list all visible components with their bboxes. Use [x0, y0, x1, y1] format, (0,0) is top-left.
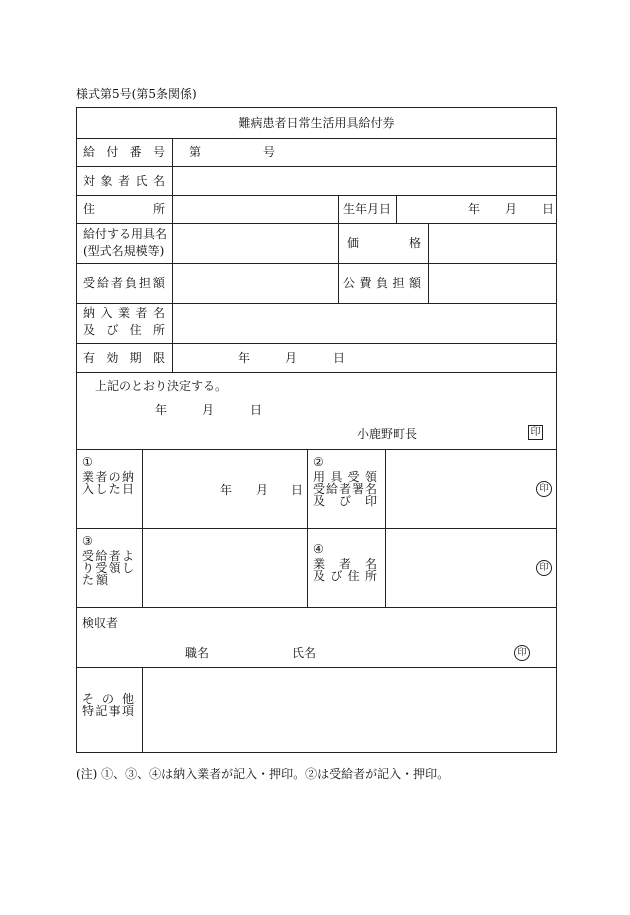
- recipient-burden-label: 受 給 者 負 担 額: [83, 276, 165, 290]
- column-divider: [396, 195, 397, 223]
- vendor-name-label: 納 入 業 者 名: [83, 306, 165, 320]
- delivery-day: 日: [291, 483, 304, 497]
- column-divider: [142, 449, 143, 607]
- row-divider: [77, 166, 556, 167]
- birthdate-label: 生年月日: [343, 202, 392, 216]
- item-name-label: 給付する用具名 (型式名規模等): [83, 227, 168, 258]
- benefit-number-label: 給 付 番 号: [83, 145, 165, 159]
- decision-day: 日: [250, 403, 263, 417]
- received-amount-label: ③ 受 給 者 よ り 受 領 し た 額: [82, 534, 134, 587]
- row-divider: [77, 263, 556, 264]
- remarks-label: そ の 他 特 記 事 項: [82, 692, 134, 718]
- column-divider: [428, 223, 429, 303]
- mayor-seal: 印: [528, 425, 543, 440]
- inspector-seal: 印: [514, 645, 530, 661]
- receipt-signature-label: ② 用 具 受 領 受 給 者 署 名 及 び 印: [313, 455, 377, 508]
- decision-month: 月: [202, 403, 215, 417]
- column-divider: [338, 195, 339, 223]
- form-number-label: 様式第5号(第5条関係): [76, 87, 197, 101]
- birth-month: 月: [505, 202, 518, 216]
- benefit-number-suffix: 号: [263, 145, 276, 159]
- row-divider: [77, 528, 556, 529]
- inspector-name-label: 氏名: [292, 646, 317, 660]
- birth-day: 日: [542, 202, 555, 216]
- vendor-info-label: ④ 業 者 名 及 び 住 所: [313, 542, 377, 583]
- birth-year: 年: [468, 202, 481, 216]
- row-divider: [77, 343, 556, 344]
- row-divider: [77, 303, 556, 304]
- public-burden-label: 公 費 負 担 額: [343, 276, 421, 290]
- validity-year: 年: [238, 351, 251, 365]
- decision-year: 年: [155, 403, 168, 417]
- address-label: 住 所: [83, 202, 165, 216]
- row-divider: [77, 667, 556, 668]
- benefit-voucher-form: [76, 107, 557, 753]
- delivery-date-label: ① 業 者 の 納 入 し た 日: [82, 455, 134, 496]
- decision-text: 上記のとおり決定する。: [95, 379, 228, 393]
- row-divider: [77, 372, 556, 373]
- row-divider: [77, 607, 556, 608]
- column-divider: [338, 223, 339, 303]
- form-title: 難病患者日常生活用具給付券: [238, 116, 395, 130]
- vendor-address-label: 及 び 住 所: [83, 323, 165, 337]
- row-divider: [77, 223, 556, 224]
- row-divider: [77, 195, 556, 196]
- benefit-number-prefix: 第: [189, 145, 202, 159]
- row-divider: [77, 138, 556, 139]
- validity-label: 有 効 期 限: [83, 351, 165, 365]
- mayor-title: 小鹿野町長: [357, 427, 418, 441]
- column-divider: [307, 449, 308, 607]
- column-divider: [385, 449, 386, 607]
- footnote: (注) ①、③、④は納入業者が記入・押印。②は受給者が記入・押印。: [76, 767, 450, 781]
- validity-month: 月: [285, 351, 298, 365]
- delivery-month: 月: [256, 483, 269, 497]
- price-label: 価 格: [347, 236, 421, 250]
- inspector-label: 検収者: [82, 616, 119, 630]
- delivery-year: 年: [220, 483, 233, 497]
- column-divider: [172, 138, 173, 372]
- recipient-seal: 印: [536, 481, 552, 497]
- vendor-seal: 印: [536, 560, 552, 576]
- inspector-title-label: 職名: [185, 646, 210, 660]
- column-divider: [142, 667, 143, 753]
- recipient-name-label: 対 象 者 氏 名: [83, 174, 165, 188]
- validity-day: 日: [333, 351, 346, 365]
- row-divider: [77, 449, 556, 450]
